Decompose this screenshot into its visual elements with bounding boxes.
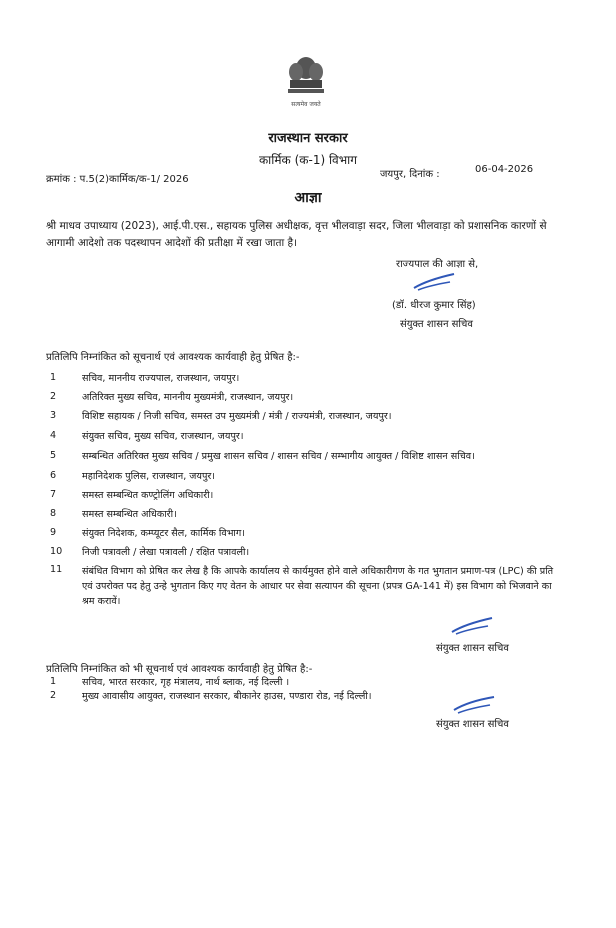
authority-line: राज्यपाल की आज्ञा से, (396, 259, 479, 270)
signatory-designation: संयुक्त शासन सचिव (400, 319, 473, 330)
government-name: राजस्थान सरकार (268, 131, 348, 146)
signature-2-icon (448, 614, 496, 638)
list-item-number: 1 (50, 676, 57, 687)
list-item-text: संबंधित विभाग को प्रेषित कर लेख है कि आपके कार्यालय से कार्यमुक्त होने वाले अधिकारीगण के गत भुगतान प्रमाण-पत्र (LPC) की प्रति एवं उपरोक्त पद हेतु उन्हे भुगतान किए गए वेतन के आधार पर सेवा सत्यापन की सूचना (प्रपत्र GA-141 में) इस विभाग को भिजवाने का श्रम करावें। (82, 566, 554, 607)
signatory-designation-2: संयुक्त शासन सचिव (436, 643, 509, 654)
list-item-text: समस्त सम्बन्धित अधिकारी। (82, 509, 177, 520)
list-item-text: विशिष्ट सहायक / निजी सचिव, समस्त उप मुख्यमंत्री / मंत्री / राज्यमंत्री, राजस्थान, जयपुर। (82, 411, 392, 422)
signatory-name: (डॉ. धीरज कुमार सिंह) (392, 300, 476, 311)
list-item-text: सचिव, भारत सरकार, गृह मंत्रालय, नार्थ ब्लाक, नई दिल्ली । (82, 677, 290, 688)
signatory-designation-3: संयुक्त शासन सचिव (436, 719, 509, 730)
signature-3-icon (450, 694, 498, 716)
state-emblem-icon (274, 52, 338, 112)
list-item-text: अतिरिक्त मुख्य सचिव, माननीय मुख्यमंत्री, राजस्थान, जयपुर। (82, 392, 294, 403)
place-label: जयपुर, दिनांक : (380, 169, 440, 180)
list-item-text: सम्बन्धित अतिरिक्त मुख्य सचिव / प्रमुख शासन सचिव / शासन सचिव / सम्भागीय आयुक्त / विशिष्ट शासन सचिव। (82, 451, 475, 462)
list-item-number: 11 (50, 564, 63, 575)
list-item-number: 6 (50, 470, 57, 481)
order-body: श्री माधव उपाध्याय (2023), आई.पी.एस., सहायक पुलिस अधीक्षक, वृत्त भीलवाड़ा सदर, जिला भीलवाड़ा को प्रशासनिक कारणों से आगामी आदेशो तक पदस्थापन आदेशों की प्रतीक्षा में रखा जाता है। (46, 220, 547, 249)
list-item-text: महानिदेशक पुलिस, राजस्थान, जयपुर। (82, 471, 215, 482)
list-item-text: सचिव, माननीय राज्यपाल, राजस्थान, जयपुर। (82, 373, 240, 384)
list-item-text: संयुक्त निदेशक, कम्प्यूटर सैल, कार्मिक विभाग। (82, 528, 245, 539)
list-item-number: 8 (50, 508, 57, 519)
list-item-number: 7 (50, 489, 57, 500)
copy-list-1-intro: प्रतिलिपि निम्नांकित को सूचनार्थ एवं आवश्यक कार्यवाही हेतु प्रेषित है:- (46, 352, 300, 363)
order-title: आज्ञा (294, 190, 322, 206)
list-item-number: 2 (50, 391, 57, 402)
signature-1-icon (410, 270, 458, 294)
order-reference-number: क्रमांक : प.5(2)कार्मिक/क-1/ 2026 (46, 174, 189, 185)
list-item-number: 3 (50, 410, 57, 421)
copy-list-2-intro: प्रतिलिपि निम्नांकित को भी सूचनार्थ एवं आवश्यक कार्यवाही हेतु प्रेषित है:- (46, 664, 313, 675)
emblem-caption: सत्यमेव जयते (291, 101, 321, 108)
list-item-number: 1 (50, 372, 57, 383)
list-item-number: 5 (50, 450, 57, 461)
order-date: 06-04-2026 (475, 164, 534, 175)
list-item-number: 4 (50, 430, 57, 441)
list-item-text: समस्त सम्बन्धित कण्ट्रोलिंग अधिकारी। (82, 490, 214, 501)
list-item-number: 9 (50, 527, 57, 538)
list-item-text: निजी पत्रावली / लेखा पत्रावली / रक्षित पत्रावली। (82, 547, 250, 558)
list-item-number: 2 (50, 690, 57, 701)
list-item-number: 10 (50, 546, 63, 557)
department-name: कार्मिक (क-1) विभाग (258, 153, 358, 167)
list-item-text: मुख्य आवासीय आयुक्त, राजस्थान सरकार, बीकानेर हाउस, पण्डारा रोड, नई दिल्ली। (82, 691, 372, 702)
list-item-text: संयुक्त सचिव, मुख्य सचिव, राजस्थान, जयपुर। (82, 431, 244, 442)
